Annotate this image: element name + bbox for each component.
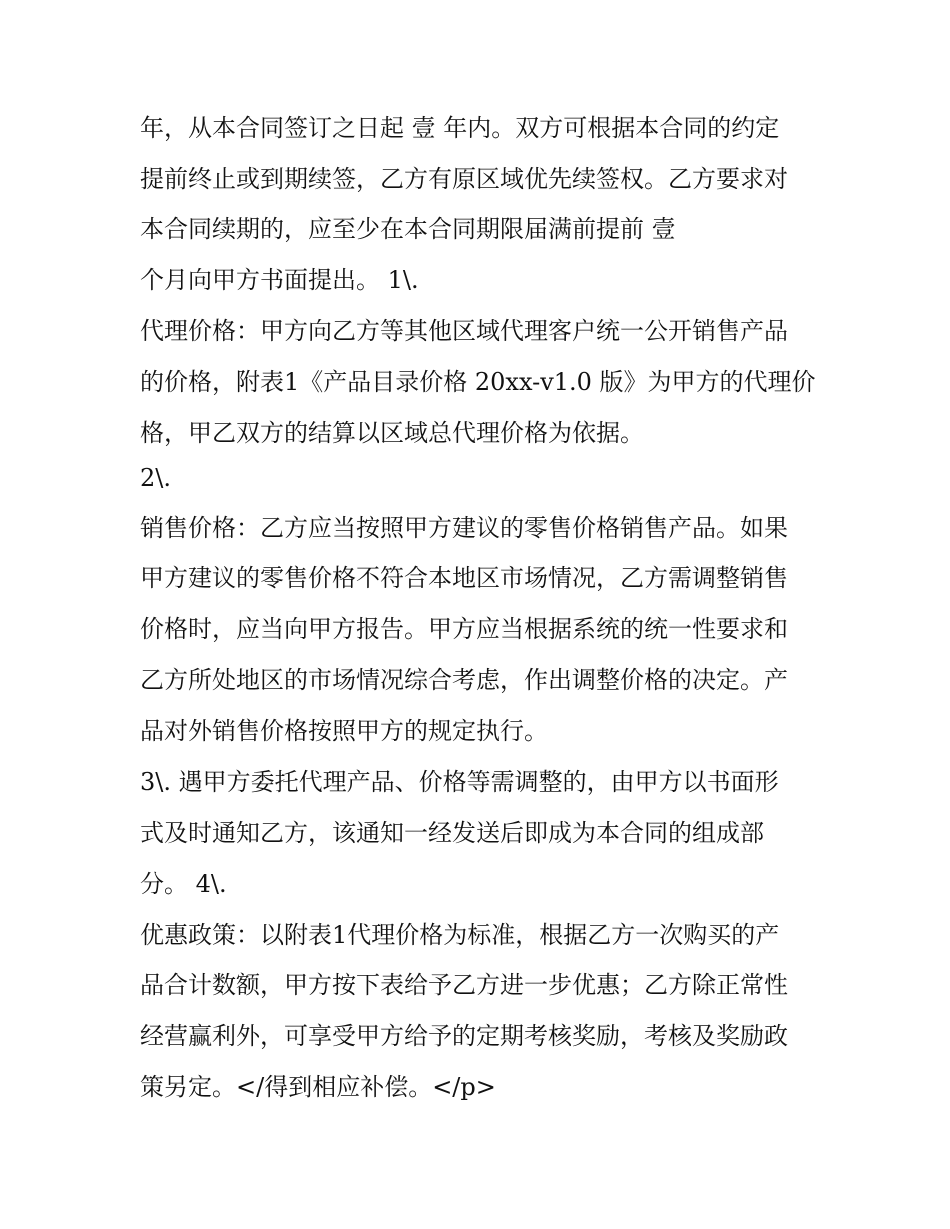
text-line: 优惠政策：以附表1代理价格为标准，根据乙方一次购买的产	[140, 921, 780, 949]
text-line: 格，甲乙双方的结算以区域总代理价格为依据。	[140, 419, 644, 447]
text-line: 策另定。</得到相应补偿。</p>	[140, 1073, 496, 1101]
text-line: 2\.	[140, 464, 171, 492]
text-line: 乙方所处地区的市场情况综合考虑，作出调整价格的决定。产	[140, 666, 788, 694]
text-line: 3\. 遇甲方委托代理产品、价格等需调整的，由甲方以书面形	[140, 768, 779, 796]
text-line: 年，从本合同签订之日起 壹 年内。双方可根据本合同的约定	[140, 114, 780, 142]
text-line: 品对外销售价格按照甲方的规定执行。	[140, 717, 548, 745]
text-line: 分。 4\.	[140, 870, 227, 898]
text-line: 代理价格：甲方向乙方等其他区域代理客户统一公开销售产品	[140, 317, 788, 345]
text-line: 销售价格：乙方应当按照甲方建议的零售价格销售产品。如果	[140, 514, 788, 542]
text-line: 个月向甲方书面提出。 1\.	[140, 266, 419, 294]
text-line: 甲方建议的零售价格不符合本地区市场情况，乙方需调整销售	[140, 564, 788, 592]
text-line: 提前终止或到期续签，乙方有原区域优先续签权。乙方要求对	[140, 165, 788, 193]
text-line: 本合同续期的，应至少在本合同期限届满前提前 壹	[140, 215, 676, 243]
text-line: 式及时通知乙方，该通知一经发送后即成为本合同的组成部	[140, 819, 764, 847]
text-line: 价格时，应当向甲方报告。甲方应当根据系统的统一性要求和	[140, 615, 788, 643]
text-line: 的价格，附表1《产品目录价格 20xx-v1.0 版》为甲方的代理价	[140, 368, 816, 396]
text-line: 品合计数额，甲方按下表给予乙方进一步优惠；乙方除正常性	[140, 971, 788, 999]
text-line: 经营赢利外，可享受甲方给予的定期考核奖励，考核及奖励政	[140, 1022, 788, 1050]
